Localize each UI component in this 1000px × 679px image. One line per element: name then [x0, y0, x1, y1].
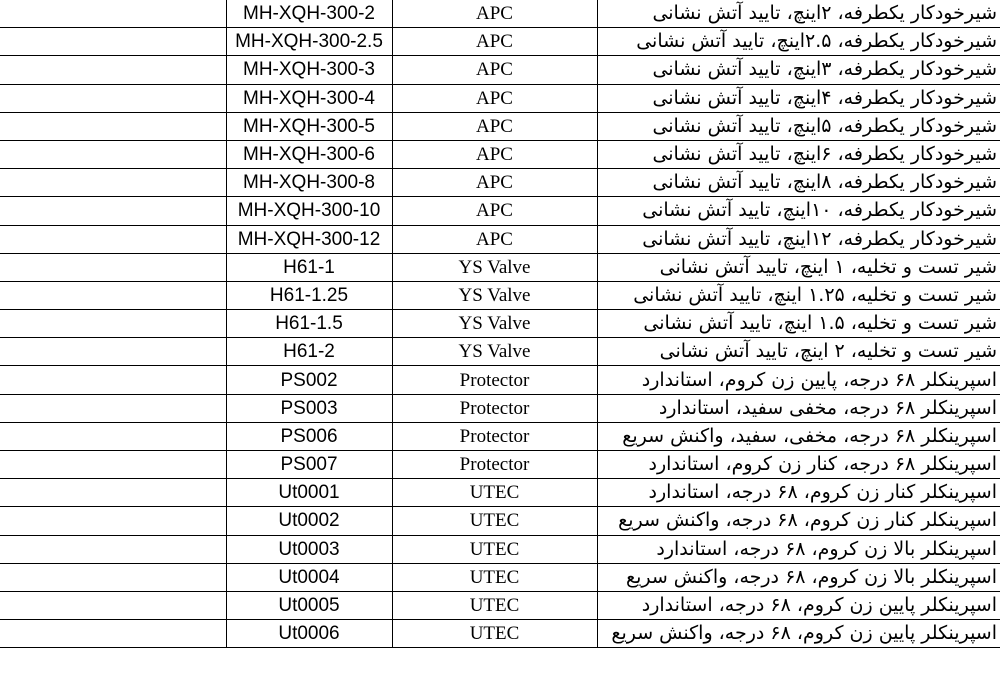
blank-cell: [0, 366, 226, 394]
table-row: [0, 197, 1000, 225]
blank-cell: [0, 169, 226, 197]
description-cell: شیرخودکار یکطرفه، ۵اینچ، تایید آتش نشانی: [597, 112, 1000, 140]
model-cell: MH-XQH-300-5: [226, 112, 392, 140]
blank-cell: [0, 225, 226, 253]
model-cell: MH-XQH-300-10: [226, 197, 392, 225]
table-row: [0, 563, 1000, 591]
model-cell: H61-1.25: [226, 281, 392, 309]
brand-cell: UTEC: [392, 535, 597, 563]
description-cell: اسپرینکلر ۶۸ درجه، مخفی، سفید، واکنش سریع: [597, 422, 1000, 450]
blank-cell: [0, 112, 226, 140]
brand-cell: YS Valve: [392, 253, 597, 281]
blank-cell: [0, 422, 226, 450]
brand-cell: APC: [392, 28, 597, 56]
brand-cell: Protector: [392, 451, 597, 479]
model-cell: MH-XQH-300-4: [226, 84, 392, 112]
table-row: [0, 422, 1000, 450]
description-cell: شیرخودکار یکطرفه، ۲.۵اینچ، تایید آتش نشانی: [597, 28, 1000, 56]
blank-cell: [0, 56, 226, 84]
table-row: [0, 310, 1000, 338]
blank-cell: [0, 310, 226, 338]
table-row: [0, 394, 1000, 422]
brand-cell: APC: [392, 0, 597, 28]
description-cell: شیر تست و تخلیه، ۱.۲۵ اینچ، تایید آتش نشانی: [597, 281, 1000, 309]
description-cell: اسپرینکلر ۶۸ درجه، کنار زن کروم، استاندارد: [597, 451, 1000, 479]
model-cell: MH-XQH-300-8: [226, 169, 392, 197]
model-cell: PS002: [226, 366, 392, 394]
model-cell: Ut0006: [226, 620, 392, 648]
brand-cell: UTEC: [392, 591, 597, 619]
brand-cell: UTEC: [392, 620, 597, 648]
brand-cell: UTEC: [392, 507, 597, 535]
description-cell: اسپرینکلر کنار زن کروم، ۶۸ درجه، واکنش سریع: [597, 507, 1000, 535]
blank-cell: [0, 28, 226, 56]
brand-cell: UTEC: [392, 479, 597, 507]
blank-cell: [0, 620, 226, 648]
description-cell: شیرخودکار یکطرفه، ۶اینچ، تایید آتش نشانی: [597, 140, 1000, 168]
model-cell: H61-1.5: [226, 310, 392, 338]
brand-cell: APC: [392, 56, 597, 84]
description-cell: شیرخودکار یکطرفه، ۴اینچ، تایید آتش نشانی: [597, 84, 1000, 112]
brand-cell: YS Valve: [392, 310, 597, 338]
model-cell: PS003: [226, 394, 392, 422]
model-cell: Ut0003: [226, 535, 392, 563]
blank-cell: [0, 394, 226, 422]
table-row: [0, 0, 1000, 28]
model-cell: PS007: [226, 451, 392, 479]
table-row: [0, 535, 1000, 563]
model-cell: Ut0002: [226, 507, 392, 535]
description-cell: شیر تست و تخلیه، ۱ اینچ، تایید آتش نشانی: [597, 253, 1000, 281]
table-row: [0, 56, 1000, 84]
table-row: [0, 507, 1000, 535]
model-cell: H61-1: [226, 253, 392, 281]
table-row: [0, 451, 1000, 479]
brand-cell: Protector: [392, 366, 597, 394]
blank-cell: [0, 479, 226, 507]
blank-cell: [0, 507, 226, 535]
model-cell: H61-2: [226, 338, 392, 366]
description-cell: اسپرینکلر کنار زن کروم، ۶۸ درجه، استاندارد: [597, 479, 1000, 507]
model-cell: MH-XQH-300-6: [226, 140, 392, 168]
table-row: [0, 169, 1000, 197]
blank-cell: [0, 197, 226, 225]
model-cell: MH-XQH-300-3: [226, 56, 392, 84]
blank-cell: [0, 0, 226, 28]
table-row: [0, 591, 1000, 619]
model-cell: MH-XQH-300-2.5: [226, 28, 392, 56]
brand-cell: Protector: [392, 422, 597, 450]
description-cell: اسپرینکلر بالا زن کروم، ۶۸ درجه، واکنش سریع: [597, 563, 1000, 591]
brand-cell: YS Valve: [392, 338, 597, 366]
blank-cell: [0, 253, 226, 281]
blank-cell: [0, 84, 226, 112]
description-cell: اسپرینکلر بالا زن کروم، ۶۸ درجه، استاندارد: [597, 535, 1000, 563]
blank-cell: [0, 535, 226, 563]
blank-cell: [0, 591, 226, 619]
model-cell: MH-XQH-300-2: [226, 0, 392, 28]
table-row: [0, 225, 1000, 253]
blank-cell: [0, 451, 226, 479]
brand-cell: APC: [392, 112, 597, 140]
table-row: [0, 620, 1000, 648]
model-cell: Ut0004: [226, 563, 392, 591]
table-row: [0, 140, 1000, 168]
description-cell: اسپرینکلر پایین زن کروم، ۶۸ درجه، واکنش سریع: [597, 620, 1000, 648]
description-cell: اسپرینکلر پایین زن کروم، ۶۸ درجه، استاندارد: [597, 591, 1000, 619]
table-row: [0, 366, 1000, 394]
description-cell: شیرخودکار یکطرفه، ۸اینچ، تایید آتش نشانی: [597, 169, 1000, 197]
brand-cell: UTEC: [392, 563, 597, 591]
table-row: [0, 281, 1000, 309]
model-cell: Ut0001: [226, 479, 392, 507]
table-row: [0, 479, 1000, 507]
table-row: [0, 28, 1000, 56]
description-cell: شیرخودکار یکطرفه، ۱۲اینچ، تایید آتش نشانی: [597, 225, 1000, 253]
model-cell: Ut0005: [226, 591, 392, 619]
brand-cell: APC: [392, 84, 597, 112]
brand-cell: APC: [392, 197, 597, 225]
blank-cell: [0, 281, 226, 309]
brand-cell: APC: [392, 169, 597, 197]
blank-cell: [0, 140, 226, 168]
description-cell: شیر تست و تخلیه، ۲ اینچ، تایید آتش نشانی: [597, 338, 1000, 366]
table-row: [0, 84, 1000, 112]
description-cell: شیرخودکار یکطرفه، ۳اینچ، تایید آتش نشانی: [597, 56, 1000, 84]
model-cell: PS006: [226, 422, 392, 450]
description-cell: شیرخودکار یکطرفه، ۱۰اینچ، تایید آتش نشانی: [597, 197, 1000, 225]
model-cell: MH-XQH-300-12: [226, 225, 392, 253]
brand-cell: APC: [392, 140, 597, 168]
description-cell: شیر تست و تخلیه، ۱.۵ اینچ، تایید آتش نشانی: [597, 310, 1000, 338]
blank-cell: [0, 563, 226, 591]
description-cell: اسپرینکلر ۶۸ درجه، پایین زن کروم، استاندارد: [597, 366, 1000, 394]
table-row: [0, 338, 1000, 366]
brand-cell: Protector: [392, 394, 597, 422]
table-row: [0, 253, 1000, 281]
table-row: [0, 112, 1000, 140]
description-cell: شیرخودکار یکطرفه، ۲اینچ، تایید آتش نشانی: [597, 0, 1000, 28]
brand-cell: YS Valve: [392, 281, 597, 309]
description-cell: اسپرینکلر ۶۸ درجه، مخفی سفید، استاندارد: [597, 394, 1000, 422]
brand-cell: APC: [392, 225, 597, 253]
blank-cell: [0, 338, 226, 366]
